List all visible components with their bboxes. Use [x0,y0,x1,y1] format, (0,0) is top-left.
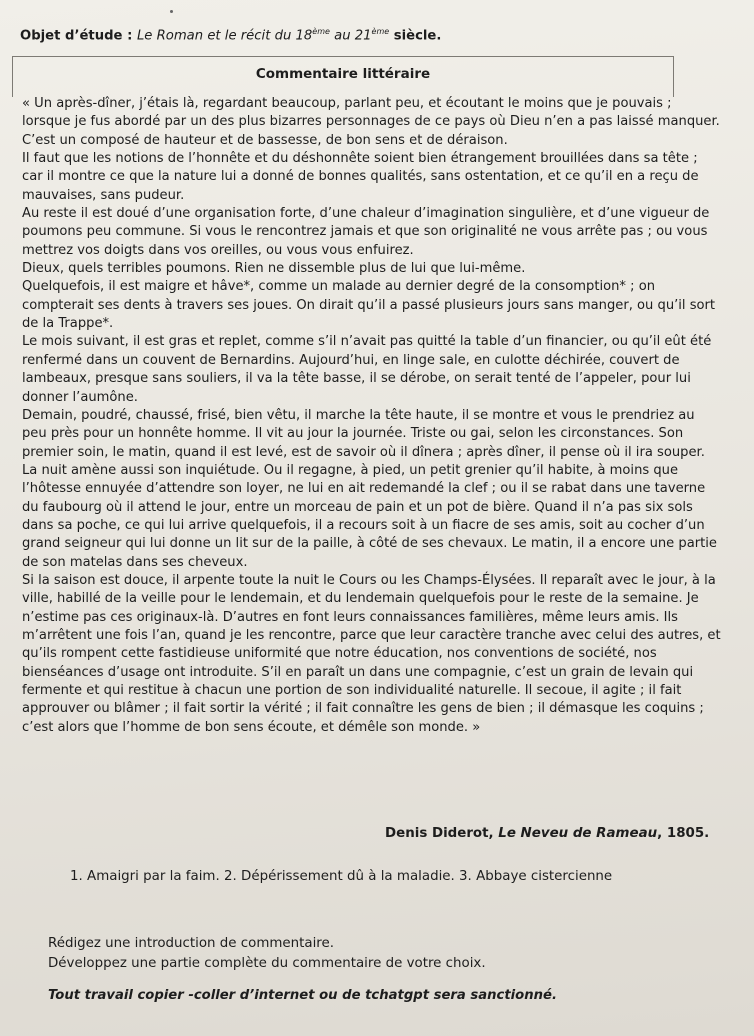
paragraph: Le mois suivant, il est gras et replet, comme s’il n’avait pas quitté la table d’un financier, ou qu’il eût été renfermé dans un couvent de Bernardins. Aujourd’hui, en linge sale, en culotte déchirée, couvert de lambeaux, presque sans souliers, il va la tête basse, il se dérobe, on serait tenté de l’appeler, pour lui donner l’aumône. [22,334,712,405]
objet-text-middle: au 21 [329,28,372,44]
objet-text-after: siècle. [389,28,442,44]
paragraph: « Un après-dîner, j’étais là, regardant beaucoup, parlant peu, et écoutant le moins que je pouvais ; lorsque je fus abordé par un des plus bizarres personnages de ce pays où Dieu n’en a pas laissé manquer. [22,96,720,130]
paragraph: Au reste il est doué d’une organisation forte, d’une chaleur d’imagination singulière, et d’une vigueur de poumons peu commune. Si vous le rencontrez jamais et que son originalité ne vous arrête pas ; ou vous mettrez vos doigts dans vos oreilles, ou vous vous enfuirez. [22,206,710,258]
instruction-item: Développez une partie complète du commentaire de votre choix. [48,955,486,971]
warning-text: Tout travail copier -coller d’internet ou de tchatgpt sera sanctionné. [48,988,557,1003]
extract-text [22,95,722,737]
instructions [48,934,698,973]
objet-sup-1: ème [312,27,330,36]
objet-label: Objet d’étude : [20,28,133,44]
footnotes: 1. Amaigri par la faim. 2. Dépérissement dû à la maladie. 3. Abbaye cistercienne [70,869,613,884]
instruction-item: Rédigez une introduction de commentaire. [48,936,335,951]
paragraph: Dieux, quels terribles poumons. Rien ne dissemble plus de lui que lui-même. [22,261,526,277]
objet-etude [20,27,720,43]
work-year: , 1805. [657,826,710,841]
section-title: Commentaire littéraire [255,66,431,82]
paragraph: Il faut que les notions de l’honnête et du déshonnête soient bien étrangement brouillées dans sa tête ; car il montre ce que la nature lui a donné de bonnes qualités, sans ostentation, et ce qu’il en a reçu de mauvaises, sans pudeur. [22,151,699,203]
work-title: Le Neveu de Rameau [498,826,658,841]
speck [170,10,173,13]
paragraph: Si la saison est douce, il arpente toute la nuit le Cours ou les Champs-Élysées. Il reparaît avec le jour, à la ville, habillé de la veille pour le lendemain, et du lendemain quelquefois pour le reste de la semaine. Je n’estime pas ces originaux-là. D’autres en font leurs connaissances familières, même leurs amis. Ils m’arrêtent une fois l’an, quand je les rencontre, parce que leur caractère tranche avec celui des autres, et qu’ils rompent cette fastidieuse uniformité que notre éducation, nos conventions de société, nos bienséances d’usage ont introduite. S’il en paraît un dans une compagnie, c’est un grain de levain qui fermente et qui restitue à chacun une portion de son individualité naturelle. Il secoue, il agite ; il fait approuver ou blâmer ; il fait sortir la vérité ; il fait connaître les gens de bien ; il démasque les coquins ; c’est alors que l’homme de bon sens écoute, et démêle son monde. » [22,572,721,735]
objet-sup-2: ème [371,27,390,36]
paragraph: Quelquefois, il est maigre et hâve*, comme un malade au dernier degré de la consomption* ; on compterait ses dents à travers ses joues. On dirait qu’il a passé plusieurs jours sans manger, ou qu’il sort de la Trappe*. [22,279,716,332]
paragraph: Demain, poudré, chaussé, frisé, bien vêtu, il marche la tête haute, il se montre et vous le prendriez au peu près pour un honnête homme. Il vit au jour la journée. Triste ou gai, selon les circonstances. Son premier soin, le matin, quand il est levé, est de savoir où il dînera ; après dîner, il pense où il ira souper. La nuit amène aussi son inquiétude. Ou il regagne, à pied, un petit grenier qu’il habite, à moins que l’hôtesse ennuyée d’attendre son loyer, ne lui en ait redemandé la clef ; ou il se rabat dans une taverne du faubourg où il attend le jour, entre un morceau de pain et un pot de bière. Quand il n’a pas six sols dans sa poche, ce qui lui arrive quelquefois, il a recours soit à un fiacre de ses amis, soit au cocher d’un grand seigneur qui lui donne un lit sur de la paille, à côté de ses chevaux. Le matin, il a encore une partie de son matelas dans ses cheveux. [22,407,717,570]
author-name: Denis Diderot, [385,826,499,841]
attribution [385,826,709,841]
objet-text-before: Le Roman et le récit du 18 [136,28,313,44]
paragraph: C’est un composé de hauteur et de bassesse, de bon sens et de déraison. [22,132,508,148]
section-title-box [12,56,674,97]
